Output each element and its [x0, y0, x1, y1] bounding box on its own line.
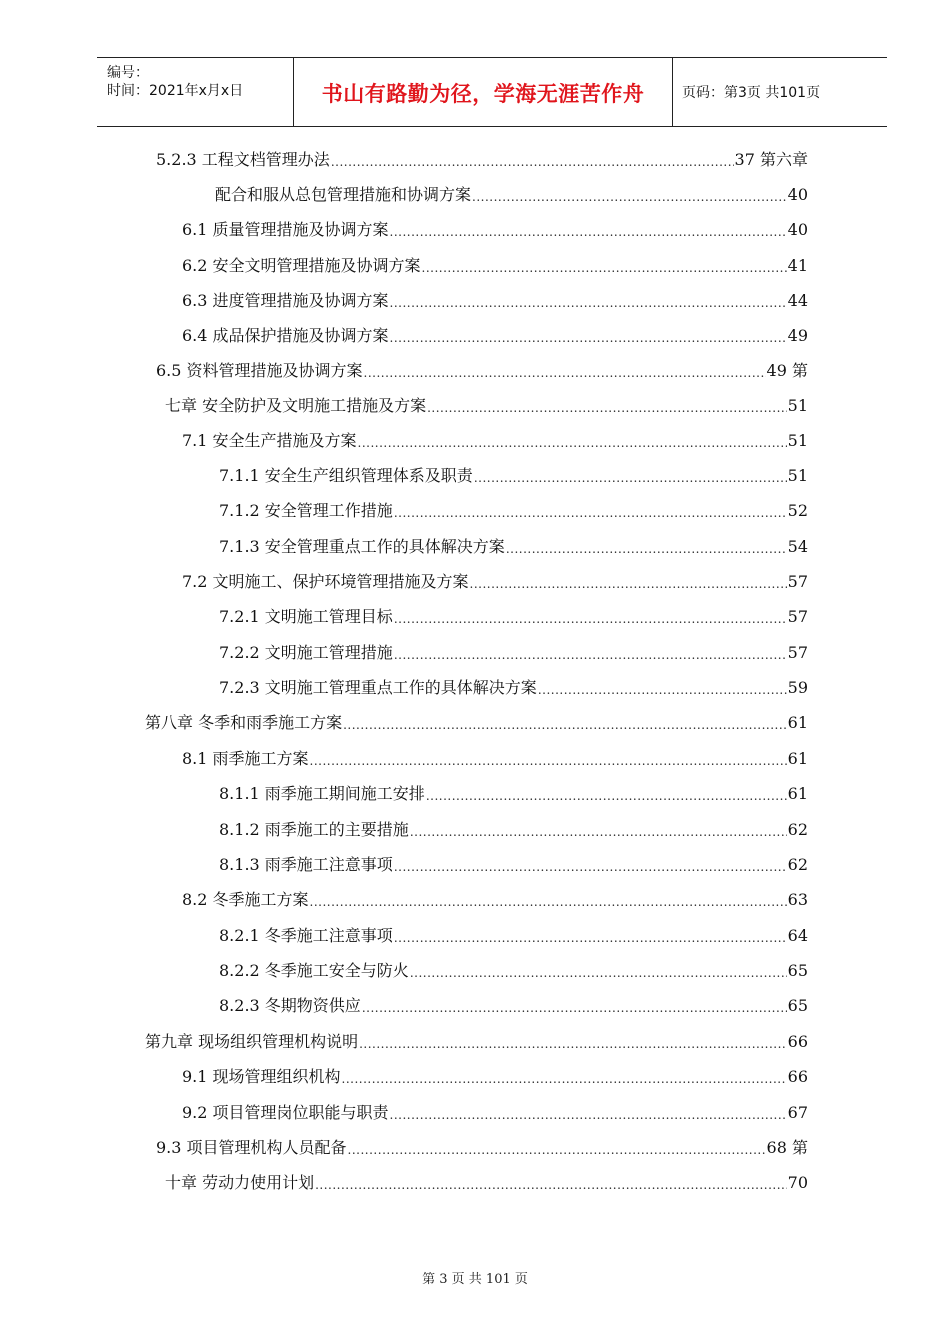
toc-entry-title: 7.1.1 安全生产组织管理体系及职责 — [219, 466, 473, 485]
toc-entry-page: 57 — [787, 572, 808, 591]
document-time-label: 时间：2021年x月x日 — [107, 83, 244, 99]
header-motto: 书山有路勤为径，学海无涯苦作舟 — [321, 82, 645, 106]
toc-entry-title: 6.1 质量管理措施及协调方案 — [182, 220, 389, 239]
toc-entry-page: 61 — [787, 713, 808, 732]
toc-entry-page: 62 — [787, 820, 808, 839]
toc-entry-page: 70 — [787, 1173, 808, 1192]
toc-entry-page: 62 — [787, 855, 808, 874]
header-page-number: 页码：第3页 共101页 — [682, 85, 821, 101]
toc-entry[interactable] — [156, 358, 808, 382]
toc-entry-title: 5.2.3 工程文档管理办法 — [156, 150, 330, 169]
toc-entry-page: 57 — [787, 607, 808, 626]
toc-entry-page: 49 — [787, 326, 808, 345]
toc-leader-dots — [422, 259, 787, 277]
toc-leader-dots — [331, 153, 734, 171]
toc-entry-page: 54 — [787, 537, 808, 556]
toc-leader-dots — [538, 681, 787, 699]
toc-entry-title: 6.5 资料管理措施及协调方案 — [156, 361, 363, 380]
toc-entry-title: 7.2.1 文明施工管理目标 — [219, 607, 393, 626]
toc-leader-dots — [394, 858, 787, 876]
toc-entry[interactable] — [182, 887, 808, 911]
toc-leader-dots — [474, 469, 787, 487]
toc-entry[interactable] — [182, 1064, 808, 1088]
toc-entry[interactable] — [219, 817, 808, 841]
toc-entry-page: 51 — [787, 466, 808, 485]
toc-leader-dots — [394, 610, 787, 628]
toc-entry[interactable] — [182, 428, 808, 452]
toc-entry[interactable] — [219, 498, 808, 522]
toc-entry-page: 52 — [787, 501, 808, 520]
toc-entry-title: 6.4 成品保护措施及协调方案 — [182, 326, 389, 345]
toc-entry-title: 7.2.2 文明施工管理措施 — [219, 643, 393, 662]
toc-entry-title: 9.2 项目管理岗位职能与职责 — [182, 1103, 389, 1122]
toc-leader-dots — [315, 1176, 787, 1194]
toc-leader-dots — [390, 329, 787, 347]
toc-entry[interactable] — [156, 1135, 808, 1159]
toc-entry-page: 57 — [787, 643, 808, 662]
toc-entry[interactable] — [219, 958, 808, 982]
toc-entry-page: 65 — [787, 961, 808, 980]
toc-entry[interactable] — [165, 1170, 808, 1194]
toc-entry-title: 第八章 冬季和雨季施工方案 — [145, 713, 343, 732]
toc-leader-dots — [472, 188, 787, 206]
toc-leader-dots — [390, 294, 787, 312]
toc-entry[interactable] — [219, 604, 808, 628]
toc-entry-title: 6.3 进度管理措施及协调方案 — [182, 291, 389, 310]
toc-entry-title: 7.2.3 文明施工管理重点工作的具体解决方案 — [219, 678, 537, 697]
toc-entry-title: 9.1 现场管理组织机构 — [182, 1067, 341, 1086]
toc-leader-dots — [358, 434, 787, 452]
toc-entry-title: 8.1.1 雨季施工期间施工安排 — [219, 784, 425, 803]
toc-entry[interactable] — [182, 569, 808, 593]
toc-entry[interactable] — [182, 746, 808, 770]
toc-entry-page: 68 第 — [766, 1138, 808, 1157]
toc-entry-page: 37 第六章 — [734, 150, 808, 169]
toc-entry[interactable] — [145, 1029, 808, 1053]
toc-entry-page: 49 第 — [766, 361, 808, 380]
toc-entry-page: 67 — [787, 1103, 808, 1122]
page-footer-number: 第 3 页 共 101 页 — [422, 1272, 528, 1287]
toc-entry-title: 8.1.2 雨季施工的主要措施 — [219, 820, 409, 839]
toc-leader-dots — [390, 1106, 787, 1124]
toc-leader-dots — [362, 999, 787, 1017]
toc-entry-page: 66 — [787, 1067, 808, 1086]
toc-entry[interactable] — [182, 323, 808, 347]
toc-entry[interactable] — [219, 923, 808, 947]
toc-entry-page: 44 — [787, 291, 808, 310]
toc-leader-dots — [343, 716, 787, 734]
toc-leader-dots — [348, 1141, 766, 1159]
toc-entry-title: 配合和服从总包管理措施和协调方案 — [215, 185, 472, 204]
toc-leader-dots — [427, 399, 787, 417]
toc-entry-page: 61 — [787, 784, 808, 803]
toc-entry-title: 十章 劳动力使用计划 — [165, 1173, 315, 1192]
toc-entry-page: 51 — [787, 431, 808, 450]
toc-entry[interactable] — [165, 393, 808, 417]
toc-leader-dots — [410, 964, 787, 982]
toc-entry[interactable] — [219, 463, 808, 487]
toc-entry[interactable] — [145, 710, 808, 734]
toc-entry-page: 40 — [787, 220, 808, 239]
toc-entry-page: 40 — [787, 185, 808, 204]
toc-entry-title: 6.2 安全文明管理措施及协调方案 — [182, 256, 421, 275]
toc-entry-title: 7.1 安全生产措施及方案 — [182, 431, 357, 450]
toc-entry-title: 8.2.2 冬季施工安全与防火 — [219, 961, 409, 980]
toc-leader-dots — [410, 823, 787, 841]
toc-entry-title: 第九章 现场组织管理机构说明 — [145, 1032, 359, 1051]
toc-entry[interactable] — [182, 1100, 808, 1124]
toc-entry[interactable] — [219, 993, 808, 1017]
toc-leader-dots — [390, 223, 787, 241]
toc-entry[interactable] — [219, 640, 808, 664]
toc-entry[interactable] — [219, 534, 808, 558]
toc-entry-title: 七章 安全防护及文明施工措施及方案 — [165, 396, 427, 415]
toc-entry-page: 66 — [787, 1032, 808, 1051]
toc-leader-dots — [394, 646, 787, 664]
toc-entry-title: 8.1.3 雨季施工注意事项 — [219, 855, 393, 874]
toc-entry-page: 64 — [787, 926, 808, 945]
toc-entry-title: 8.1 雨季施工方案 — [182, 749, 309, 768]
toc-entry-page: 59 — [787, 678, 808, 697]
toc-entry-page: 63 — [787, 890, 808, 909]
toc-leader-dots — [310, 752, 787, 770]
toc-entry[interactable] — [219, 675, 808, 699]
toc-entry-title: 8.2 冬季施工方案 — [182, 890, 309, 909]
toc-entry-page: 65 — [787, 996, 808, 1015]
toc-entry[interactable] — [219, 852, 808, 876]
toc-leader-dots — [470, 575, 787, 593]
toc-entry-title: 7.2 文明施工、保护环境管理措施及方案 — [182, 572, 469, 591]
toc-entry[interactable] — [156, 147, 808, 171]
toc-leader-dots — [359, 1035, 787, 1053]
toc-entry-title: 9.3 项目管理机构人员配备 — [156, 1138, 347, 1157]
toc-entry-title: 8.2.1 冬季施工注意事项 — [219, 926, 393, 945]
toc-leader-dots — [394, 929, 787, 947]
document-code-label: 编号： — [107, 65, 149, 81]
toc-entry-title: 8.2.3 冬期物资供应 — [219, 996, 361, 1015]
toc-leader-dots — [364, 364, 766, 382]
toc-leader-dots — [426, 787, 787, 805]
toc-entry-page: 51 — [787, 396, 808, 415]
toc-entry[interactable] — [215, 182, 808, 206]
toc-entry[interactable] — [182, 288, 808, 312]
toc-entry[interactable] — [219, 781, 808, 805]
toc-entry-title: 7.1.2 安全管理工作措施 — [219, 501, 393, 520]
toc-entry[interactable] — [182, 217, 808, 241]
toc-entry[interactable] — [182, 253, 808, 277]
toc-leader-dots — [342, 1070, 787, 1088]
toc-leader-dots — [506, 540, 787, 558]
toc-entry-page: 41 — [787, 256, 808, 275]
toc-entry-title: 7.1.3 安全管理重点工作的具体解决方案 — [219, 537, 505, 556]
toc-leader-dots — [394, 504, 787, 522]
toc-leader-dots — [310, 893, 787, 911]
toc-entry-page: 61 — [787, 749, 808, 768]
